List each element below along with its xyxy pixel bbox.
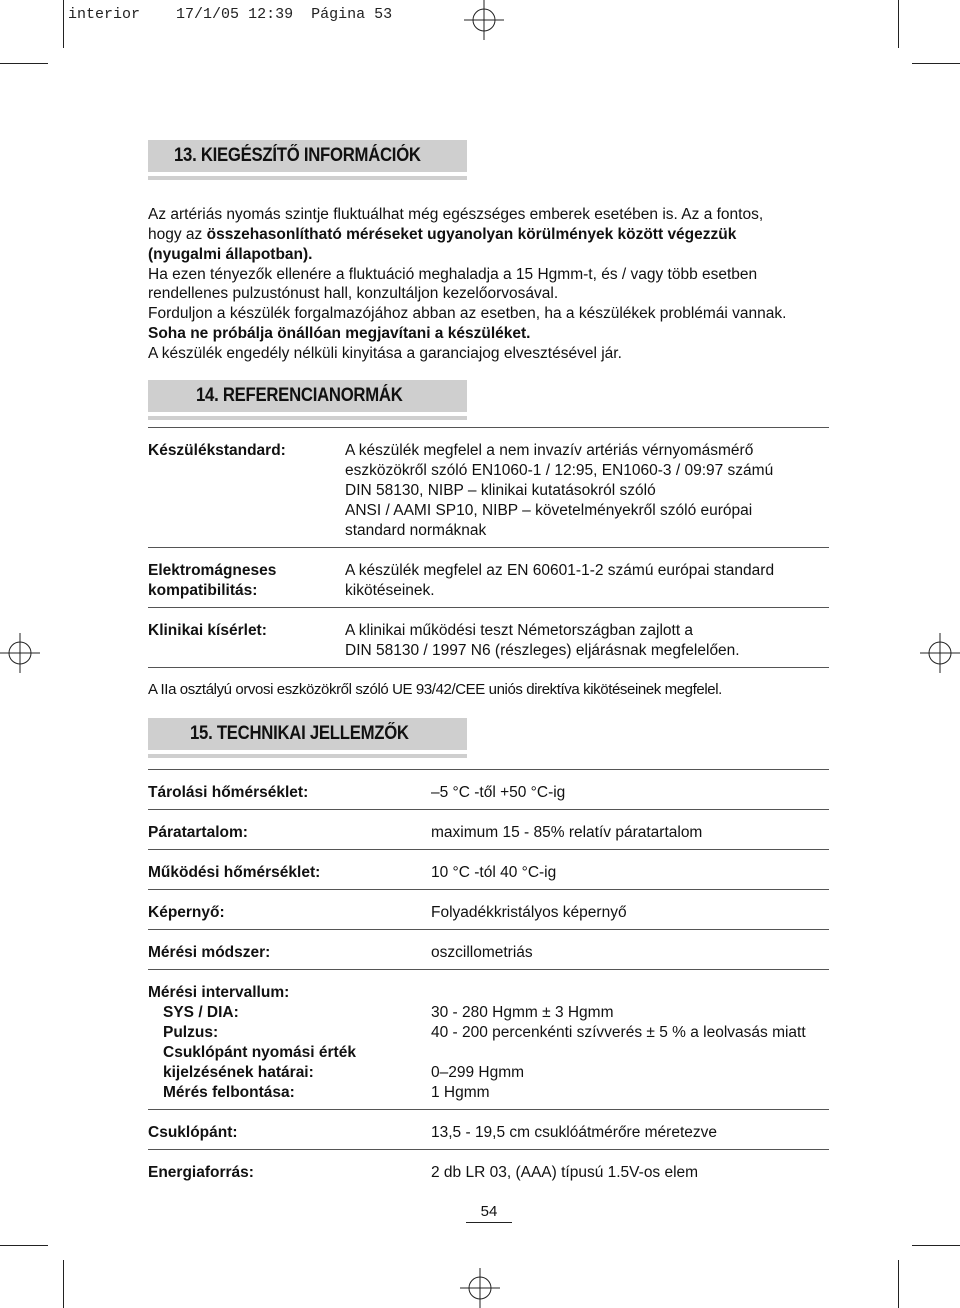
crop-mark: [912, 63, 960, 64]
divider: [148, 1149, 829, 1150]
spec-value: A klinikai működési teszt Németországban zajlott a: [345, 622, 694, 639]
crop-mark: [898, 0, 899, 48]
spec-value: 30 - 280 Hgmm ± 3 Hgmm: [431, 1004, 614, 1021]
registration-mark-icon: [460, 1268, 500, 1308]
divider: [148, 889, 829, 890]
spec-value: A készülék megfelel az EN 60601-1-2 számú európai standard: [345, 562, 775, 579]
section-title: 13. KIEGÉSZÍTŐ INFORMÁCIÓK: [174, 145, 421, 166]
divider: [148, 547, 829, 548]
divider: [148, 667, 829, 668]
slug-page: Página 53: [311, 6, 393, 23]
paragraph-line: Forduljon a készülék forgalmazójához abban az esetben, ha a készülékek problémái vannak.: [148, 305, 787, 322]
spec-label: Mérési módszer:: [148, 944, 271, 961]
divider: [148, 969, 829, 970]
section-title: 14. REFERENCIANORMÁK: [196, 385, 403, 406]
spec-label: Készülékstandard:: [148, 442, 286, 459]
divider: [148, 809, 829, 810]
spec-sublabel: Mérés felbontása:: [163, 1084, 295, 1101]
spec-value: –5 °C -től +50 °C-ig: [431, 784, 566, 801]
spec-label: Páratartalom:: [148, 824, 248, 841]
crop-mark: [898, 1260, 899, 1308]
paragraph-line: Soha ne próbálja önállóan megjavítani a készüléket.: [148, 325, 531, 342]
spec-value: 13,5 - 19,5 cm csuklóátmérőre méretezve: [431, 1124, 718, 1141]
spec-label: kompatibilitás:: [148, 582, 258, 599]
divider: [148, 427, 829, 428]
bold-text: összehasonlítható méréseket ugyanolyan körülmények között végezzük: [206, 226, 737, 243]
spec-value: DIN 58130, NIBP – klinikai kutatásokról szóló: [345, 482, 656, 499]
spec-value: standard normáknak: [345, 522, 487, 539]
spec-value: 10 °C -tól 40 °C-ig: [431, 864, 557, 881]
spec-value: eszközökről szóló EN1060-1 / 12:95, EN1060-3 / 09:97 számú: [345, 462, 774, 479]
divider: [148, 1109, 829, 1110]
spec-value: ANSI / AAMI SP10, NIBP – követelményekről szóló európai: [345, 502, 753, 519]
divider: [148, 607, 829, 608]
crop-mark: [63, 0, 64, 48]
spec-value: DIN 58130 / 1997 N6 (részleges) eljárásnak megfelelően.: [345, 642, 740, 659]
spec-label: Tárolási hőmérséklet:: [148, 784, 309, 801]
text-run: hogy az: [148, 226, 203, 243]
spec-value: 2 db LR 03, (AAA) típusú 1.5V-os elem: [431, 1164, 699, 1181]
paragraph-line: Az artériás nyomás szintje fluktuálhat még egészséges emberek esetében is. Az a fontos,: [148, 206, 764, 223]
spec-value: kikötéseinek.: [345, 582, 435, 599]
spec-value: 40 - 200 percenkénti szívverés ± 5 % a leolvasás miatt: [431, 1024, 806, 1041]
spec-label: Csuklópánt:: [148, 1124, 238, 1141]
directive-note: A IIa osztályú orvosi eszközökről szóló UE 93/42/CEE uniós direktíva kikötéseinek megfelel.: [148, 681, 722, 698]
slug-app: interior: [68, 6, 141, 23]
spec-label: Működési hőmérséklet:: [148, 864, 321, 881]
crop-mark: [0, 63, 48, 64]
spec-value: A készülék megfelel a nem invazív artériás vérnyomásmérő: [345, 442, 754, 459]
section-title: 15. TECHNIKAI JELLEMZŐK: [190, 723, 409, 744]
section-15-header: [148, 718, 467, 758]
printer-slug: [68, 6, 392, 23]
divider: [148, 769, 829, 770]
spec-label: Elektromágneses: [148, 562, 277, 579]
spec-value: Folyadékkristályos képernyő: [431, 904, 627, 921]
section-13-header: [148, 140, 467, 180]
spec-sublabel: Pulzus:: [163, 1024, 219, 1041]
spec-value: oszcillometriás: [431, 944, 533, 961]
slug-date: 17/1/05: [176, 6, 240, 23]
paragraph-line: rendellenes pulzustónust hall, konzultáljon kezelőorvosával.: [148, 285, 559, 302]
registration-mark-icon: [464, 0, 504, 40]
spec-sublabel: SYS / DIA:: [163, 1004, 239, 1021]
spec-value: maximum 15 - 85% relatív páratartalom: [431, 824, 703, 841]
spec-label: Mérési intervallum:: [148, 984, 290, 1001]
spec-label: Klinikai kísérlet:: [148, 622, 267, 639]
divider: [148, 849, 829, 850]
spec-sublabel: kijelzésének határai:: [163, 1064, 314, 1081]
paragraph-line: [148, 225, 736, 245]
spec-label: Energiaforrás:: [148, 1164, 254, 1181]
registration-mark-icon: [920, 633, 960, 673]
paragraph-line: Ha ezen tényezők ellenére a fluktuáció meghaladja a 15 Hgmm-t, és / vagy több esetben: [148, 266, 758, 283]
paragraph-line: A készülék engedély nélküli kinyitása a garanciajog elvesztésével jár.: [148, 345, 622, 362]
crop-mark: [0, 1245, 48, 1246]
page-number: 54: [466, 1203, 512, 1223]
paragraph-line: (nyugalmi állapotban).: [148, 246, 313, 263]
crop-mark: [63, 1260, 64, 1308]
divider: [148, 929, 829, 930]
section-14-header: [148, 380, 467, 420]
spec-value: 1 Hgmm: [431, 1084, 490, 1101]
spec-sublabel: Csuklópánt nyomási érték: [163, 1044, 356, 1061]
slug-time: 12:39: [248, 6, 294, 23]
registration-mark-icon: [0, 633, 40, 673]
spec-label: Képernyő:: [148, 904, 225, 921]
spec-value: 0–299 Hgmm: [431, 1064, 525, 1081]
crop-mark: [912, 1245, 960, 1246]
